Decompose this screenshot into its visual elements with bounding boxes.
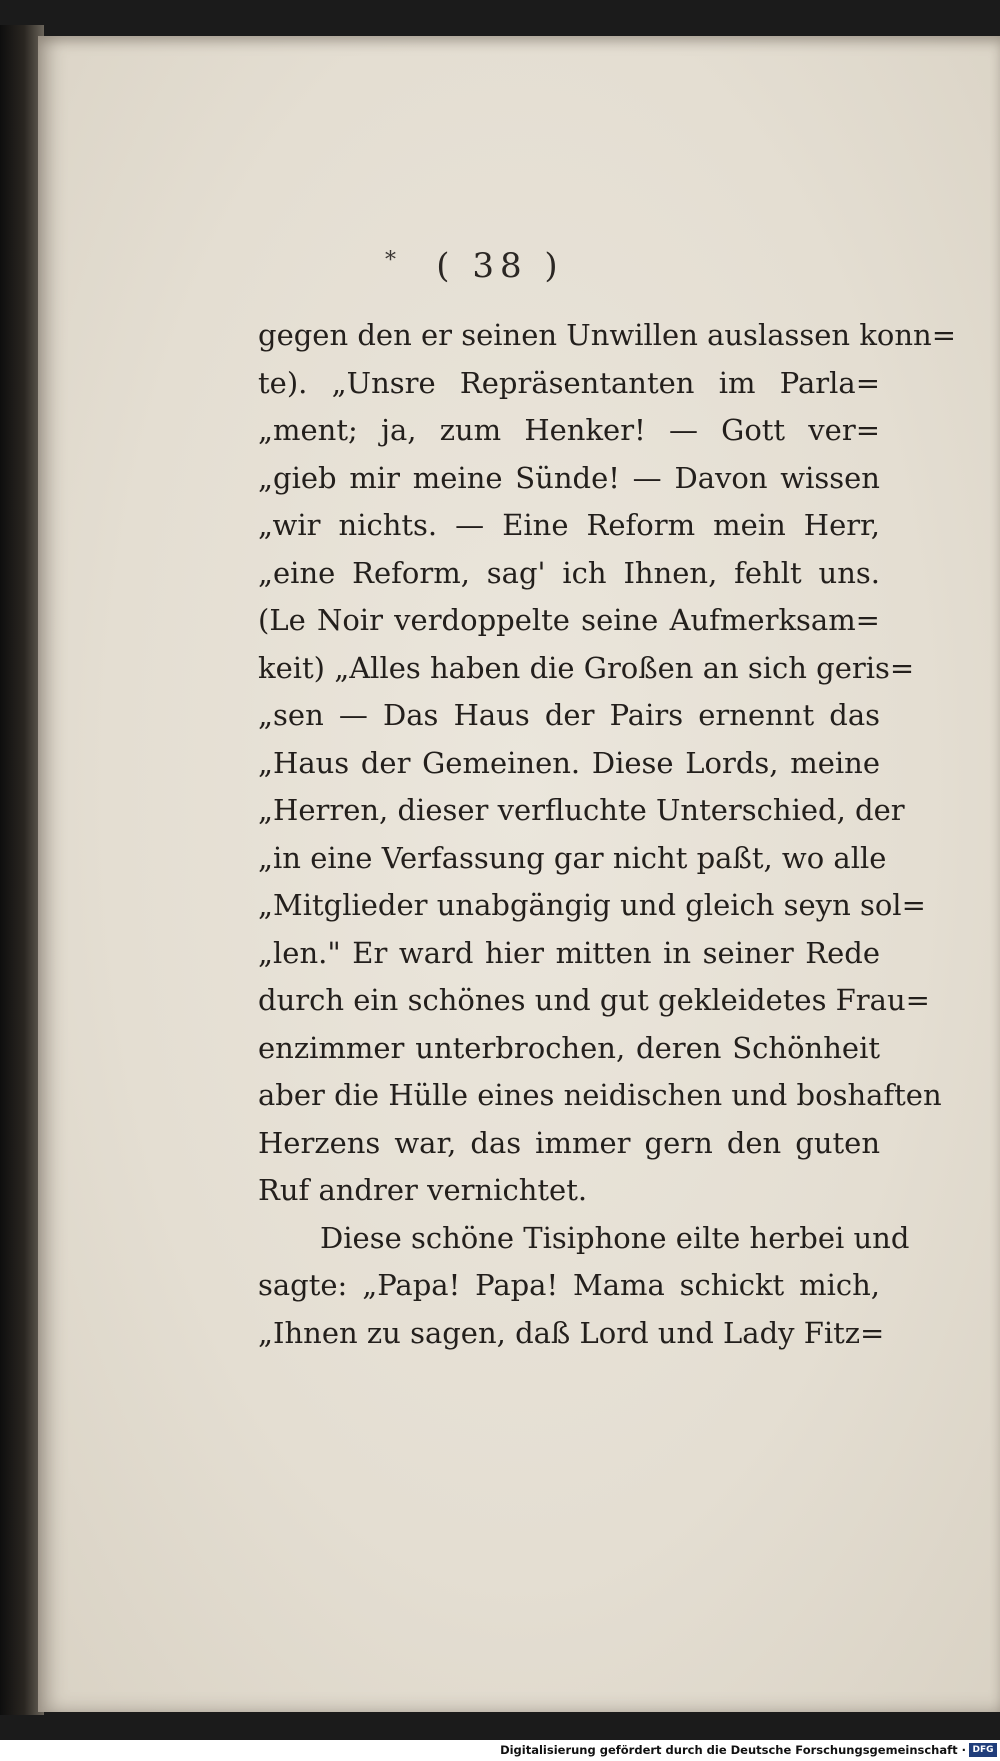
text-line: gegen den er seinen Unwillen auslassen konn= [258,318,957,352]
text-line: „Haus der Gemeinen. Diese Lords, meine [258,745,880,780]
body-text [258,312,957,1357]
text-line: „Herren, dieser verfluchte Unterschied, der [258,793,905,827]
dfg-logo-icon: DFG [969,1743,997,1757]
text-line: te). „Unsre Repräsentanten im Parla= [258,365,880,400]
text-line: sagte: „Papa! Papa! Mama schickt mich, [258,1268,880,1302]
text-line: keit) „Alles haben die Großen an sich geris= [258,650,915,685]
text-line: durch ein schönes und gut gekleidetes Frau= [258,983,930,1017]
header-ornament: * [385,248,396,273]
text-line: Diese schöne Tisiphone eilte herbei und [320,1220,910,1255]
text-line: „sen — Das Haus der Pairs ernennt das [258,698,880,732]
text-line: aber die Hülle eines neidischen und boshaften [258,1078,942,1112]
page-number: ( 38 ) [436,246,564,286]
text-line: „len." Er ward hier mitten in seiner Rede [258,935,880,970]
text-line: enzimmer unterbrochen, deren Schönheit [258,1030,880,1065]
text-line: Ruf andrer vernichtet. [258,1173,588,1207]
text-line: „Mitglieder unabgängig und gleich seyn sol= [258,888,926,922]
funding-credit: Digitalisierung gefördert durch die Deutsche Forschungsgemeinschaft · [500,1743,966,1757]
text-line: „Ihnen zu sagen, daß Lord und Lady Fitz= [258,1315,885,1350]
text-line: „wir nichts. — Eine Reform mein Herr, [258,508,880,542]
footer-bar [0,1740,1000,1761]
text-line: „in eine Verfassung gar nicht paßt, wo alle [258,840,887,875]
text-line: „eine Reform, sag' ich Ihnen, fehlt uns. [258,555,880,590]
text-line: „ment; ja, zum Henker! — Gott ver= [258,413,880,447]
text-line: (Le Noir verdoppelte seine Aufmerksam= [258,603,880,637]
text-line: „gieb mir meine Sünde! — Davon wissen [258,460,880,495]
text-line: Herzens war, das immer gern den guten [258,1125,880,1160]
